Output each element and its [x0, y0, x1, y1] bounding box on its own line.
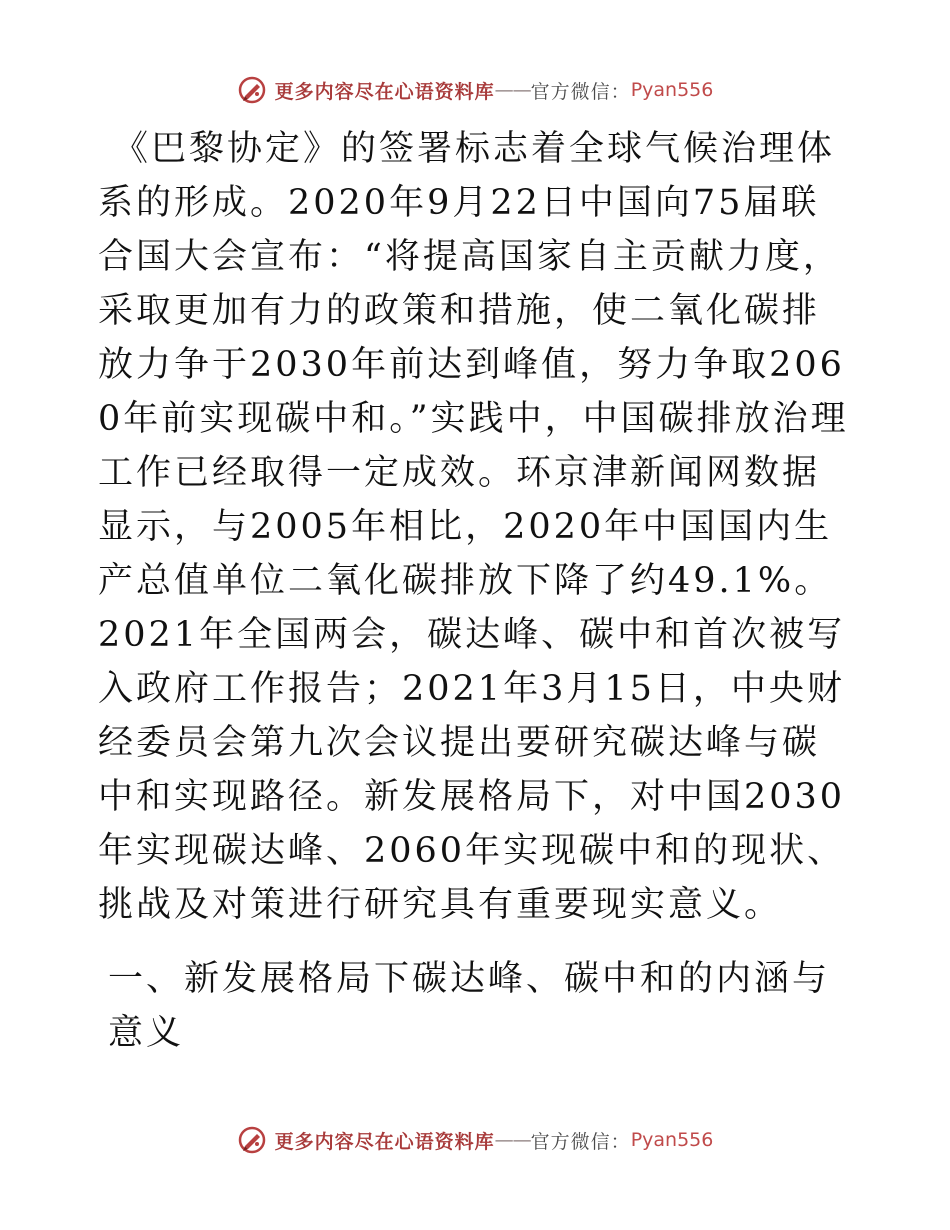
watermark-dash: ——: [494, 1129, 531, 1151]
leaf-pen-logo-icon: [237, 75, 267, 105]
document-body: [98, 122, 850, 932]
watermark-dash: ——: [494, 79, 531, 101]
watermark-main-text: 更多内容尽在心语资料库: [274, 1130, 495, 1153]
watermark-main-text: 更多内容尽在心语资料库: [274, 80, 495, 103]
body-paragraph: 《巴黎协定》的签署标志着全球气候治理体系的形成。2020年9月22日中国向75届联合国大会宣布：“将提高国家自主贡献力度，采取更加有力的政策和措施，使二氧化碳排放力争于2030年前达到峰值，努力争取2060年前实现碳中和。”实践中，中国碳排放治理工作已经取得一定成效。环京津新闻网数据显示，与2005年相比，2020年中国国内生产总值单位二氧化碳排放下降了约49.1%。2021年全国两会，碳达峰、碳中和首次被写入政府工作报告；2021年3月15日，中央财经委员会第九次会议提出要研究碳达峰与碳中和实现路径。新发展格局下，对中国2030年实现碳达峰、2060年实现碳中和的现状、挑战及对策进行研究具有重要现实意义。: [98, 129, 849, 925]
watermark-sub-text: 官方微信：: [530, 80, 631, 103]
watermark-sub-text: 官方微信：: [530, 1130, 631, 1153]
header-watermark: [0, 70, 950, 110]
section-heading: 一、新发展格局下碳达峰、碳中和的内涵与意义: [108, 959, 831, 1053]
leaf-pen-logo-icon: [237, 1125, 267, 1155]
watermark-wechat-id: Pyan556: [630, 1129, 714, 1151]
watermark-wechat-id: Pyan556: [630, 79, 714, 101]
footer-watermark: [0, 1120, 950, 1160]
